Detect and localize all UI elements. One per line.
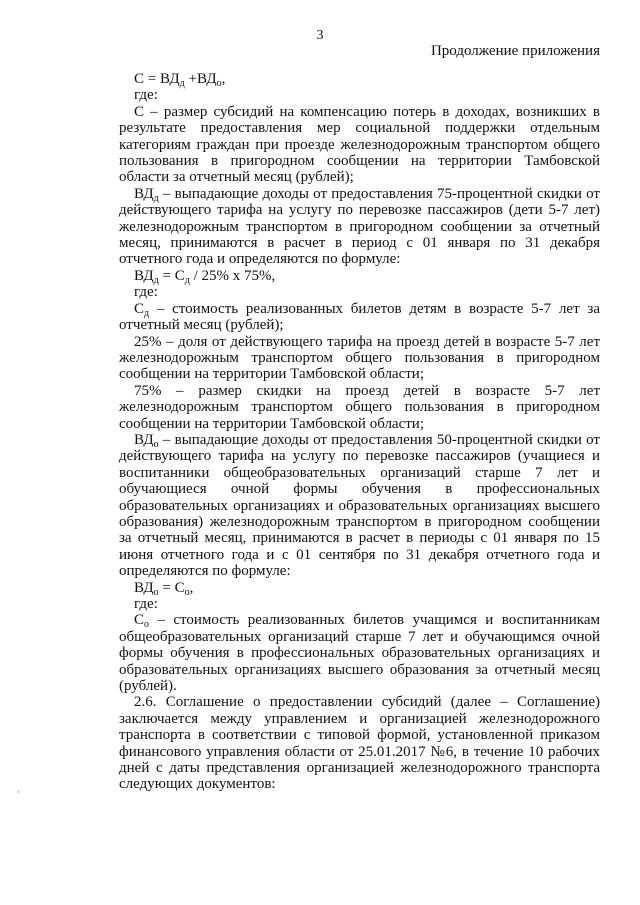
formula-main: $С = ВД_д +ВД_о$, bbox=[134, 71, 226, 89]
where-label-2: где: bbox=[134, 284, 158, 301]
where-label-3: где: bbox=[134, 596, 158, 612]
document-body bbox=[119, 71, 600, 793]
formula-vdd: $ВД_д = С_д / 25\%$ х 75%, bbox=[134, 267, 276, 286]
header-note: Продолжение приложения bbox=[430, 43, 600, 59]
margin-mark: · bbox=[17, 787, 20, 797]
formula-vdo: $ВД_о = С_о$, bbox=[134, 579, 194, 598]
clause-2-6: 2.6. Соглашение о предоставлении субсидий (далее – Соглашение) заключается между управлением и организацией железнодорожного транспорта в соответствии с типовой формой, установленной приказом финансового управления области от 25.01.2017 №6, в течение 10 рабочих дней с даты представления организацией железнодорожного транспорта следующих документов: bbox=[119, 694, 600, 793]
page-number: 3 bbox=[316, 28, 324, 43]
definition-cd: $С_д$ – стоимость реализованных билетов детям в возрасте 5-7 лет за отчетный месяц (рублей); bbox=[119, 300, 600, 334]
definition-vdo: $ВД_о$ – выпадающие доходы от предоставления 50-процентной скидки от действующего тарифа на услугу по перевозке пассажиров (учащиеся и воспитанники общеобразовательных организаций старше 7 лет и обучающиеся очной формы обучения в профессиональных образовательных организациях и образовательных организациях высшего образования) железнодорожным транспортом в пригородном сообщении за отчетный месяц, принимаются в расчет в периоды с 01 января по 15 июня отчетного года и с 01 сентября по 31 декабря отчетного года и определяются по формуле: bbox=[119, 431, 600, 580]
where-label-1: где: bbox=[134, 87, 158, 104]
definition-25-percent: 25% – доля от действующего тарифа на проезд детей в возрасте 5-7 лет железнодорожным транспортом общего пользования в пригородном сообщении на территории Тамбовской области; bbox=[119, 333, 600, 383]
definition-c: С – размер субсидий на компенсацию потерь в доходах, возникших в результате предоставления мер социальной поддержки отдельным категориям граждан при проезде железнодорожным транспортом общего пользования в пригородном сообщении на территории Тамбовской области за отчетный месяц (рублей); bbox=[119, 103, 600, 186]
definition-co: $С_о$ – стоимость реализованных билетов учащимся и воспитанникам общеобразовательных организаций старше 7 лет и обучающимся очной формы обучения в профессиональных образовательных организациях и образовательных организациях высшего образования за отчетный месяц (рублей). bbox=[119, 612, 600, 695]
definition-vdd: $ВД_д$ – выпадающие доходы от предоставления 75-процентной скидки от действующего тарифа на услугу по перевозке пассажиров (дети 5-7 лет) железнодорожным транспортом в пригородном сообщении за отчетный месяц, принимаются в расчет в период с 01 января по 31 декабря отчетного года и определяются по формуле: bbox=[119, 185, 600, 268]
definition-75-percent: 75% – размер скидки на проезд детей в возрасте 5-7 лет железнодорожным транспортом общего пользования в пригородном сообщении на территории Тамбовской области; bbox=[119, 382, 600, 432]
